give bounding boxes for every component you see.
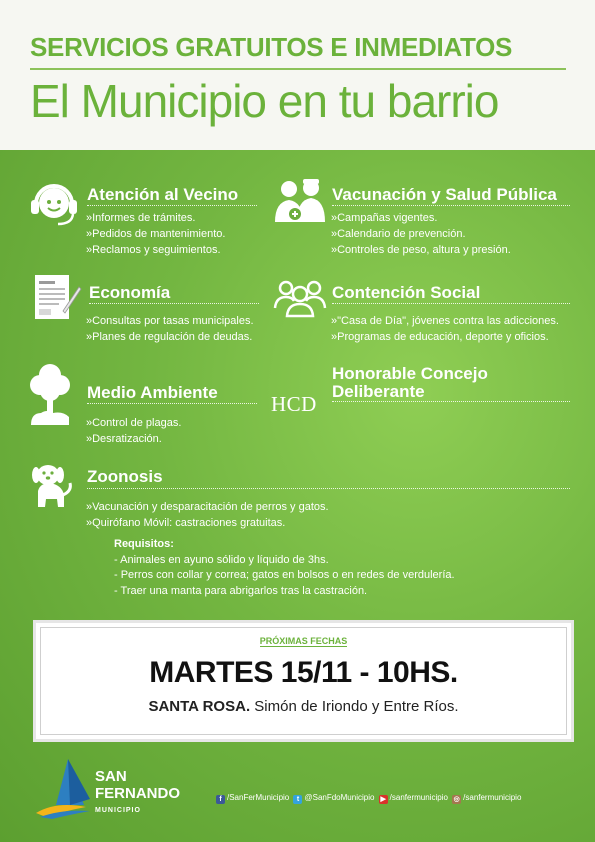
- header: [0, 0, 595, 150]
- section-title-hcd-line2: Deliberante: [332, 382, 425, 401]
- event-box-frame: [40, 627, 567, 735]
- social-link-facebook[interactable]: f /SanFerMunicipio: [216, 793, 289, 802]
- twitter-icon: t: [293, 795, 302, 804]
- event-label: PRÓXIMAS FECHAS: [259, 636, 348, 646]
- list-zoonosis: [86, 499, 329, 531]
- list-item: - Perros con collar y correa; gatos en bolsos o en redes de verdulería.: [114, 569, 455, 581]
- list-item: »Vacunación y desparacitación de perros y gatos.: [86, 501, 329, 513]
- section-title-hcd-line1: Honorable Concejo: [332, 364, 488, 383]
- san-fernando-logo-icon: [34, 757, 92, 819]
- event-box: [33, 620, 574, 742]
- list-item: »Consultas por tasas municipales.: [86, 315, 254, 327]
- doctors-icon: [273, 178, 327, 224]
- social-link-twitter[interactable]: t @SanFdoMunicipio: [293, 793, 374, 802]
- list-vacunacion: [331, 210, 511, 258]
- list-contencion: [331, 313, 559, 345]
- brand-line: SAN: [95, 768, 127, 785]
- social-link-instagram[interactable]: ◎ /sanfermunicipio: [453, 793, 522, 803]
- section-title-vacunacion: Vacunación y Salud Pública: [332, 185, 557, 204]
- section-title-medio: Medio Ambiente: [87, 383, 218, 402]
- divider: [89, 303, 259, 304]
- list-medio: [86, 415, 181, 447]
- list-item: »Calendario de prevención.: [331, 228, 466, 240]
- youtube-icon: ▶: [380, 796, 386, 803]
- event-place: [41, 698, 566, 715]
- brand-line: FERNANDO: [95, 785, 180, 802]
- hcd-logo: HCD: [271, 392, 317, 416]
- section-title-atencion: Atención al Vecino: [87, 185, 239, 204]
- list-item: »"Casa de Día", jóvenes contra las adicciones.: [331, 315, 559, 327]
- list-item: »Quirófano Móvil: castraciones gratuitas.: [86, 517, 286, 529]
- section-title-zoonosis: Zoonosis: [87, 467, 163, 486]
- social-links: [216, 793, 521, 804]
- brand-name: [95, 768, 180, 819]
- list-item: »Desratización.: [86, 433, 162, 445]
- list-item: »Reclamos y seguimientos.: [86, 244, 221, 256]
- document-icon: [33, 273, 83, 321]
- list-item: »Control de plagas.: [86, 417, 182, 429]
- event-date: MARTES 15/11 - 10HS.: [149, 656, 458, 689]
- requirements-list: [114, 537, 455, 599]
- headset-icon: [28, 178, 80, 228]
- instagram-icon: ◎: [453, 796, 460, 803]
- people-group-icon: [273, 278, 327, 318]
- event-place-name: SANTA ROSA.: [148, 698, 251, 715]
- list-item: »Controles de peso, altura y presión.: [331, 244, 511, 256]
- list-item: »Informes de trámites.: [86, 212, 196, 224]
- event-place-address: Simón de Iriondo y Entre Ríos.: [250, 698, 459, 715]
- facebook-icon: f: [216, 795, 225, 804]
- page-title: El Municipio en tu barrio: [30, 75, 499, 127]
- list-item: »Pedidos de mantenimiento.: [86, 228, 226, 240]
- divider: [332, 205, 570, 206]
- list-economia: [86, 313, 254, 345]
- list-item: »Planes de regulación de deudas.: [86, 331, 253, 343]
- list-item: - Traer una manta para abrigarlos tras la castración.: [114, 584, 368, 597]
- divider: [87, 403, 257, 404]
- requirements-heading: Requisitos:: [114, 538, 174, 550]
- dog-icon: [26, 461, 74, 509]
- header-subtitle: SERVICIOS GRATUITOS E INMEDIATOS: [30, 32, 513, 62]
- divider: [332, 303, 570, 304]
- header-divider: [30, 68, 566, 70]
- brand-line: MUNICIPIO: [95, 807, 141, 814]
- divider: [332, 401, 570, 402]
- section-title-contencion: Contención Social: [332, 283, 481, 302]
- list-item: - Animales en ayuno sólido y líquido de 3hs.: [114, 553, 329, 566]
- list-item: »Campañas vigentes.: [331, 212, 438, 224]
- section-title-economia: Economía: [89, 283, 171, 302]
- tree-icon: [27, 361, 73, 427]
- divider: [87, 205, 257, 206]
- divider: [87, 488, 570, 489]
- social-link-youtube[interactable]: ▶ /sanfermunicipio: [380, 793, 448, 803]
- list-item: »Programas de educación, deporte y oficios.: [331, 331, 549, 343]
- list-atencion: [86, 210, 225, 258]
